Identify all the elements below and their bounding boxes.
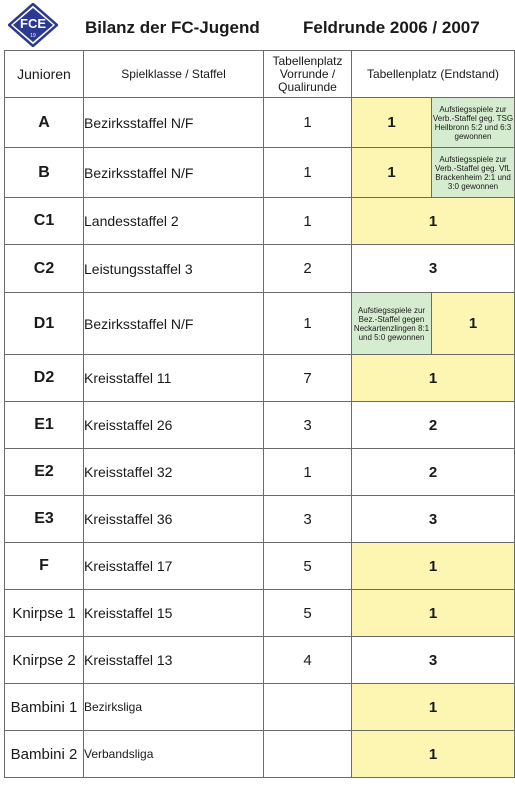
staffel-cell: Kreisstaffel 17: [84, 543, 264, 590]
endstand-cell: 1: [352, 355, 515, 402]
results-table: [4, 50, 515, 778]
table-row: [5, 590, 515, 637]
table-row: [5, 684, 515, 731]
junioren-cell: Bambini 2: [5, 731, 84, 778]
table-row: [5, 449, 515, 496]
vorrunde-cell: 2: [264, 245, 352, 293]
staffel-cell: Kreisstaffel 11: [84, 355, 264, 402]
vorrunde-cell: [264, 684, 352, 731]
table-row: [5, 637, 515, 684]
endstand-cell: 3: [352, 245, 515, 293]
vorrunde-cell: [264, 731, 352, 778]
table-row: [5, 245, 515, 293]
vorrunde-cell: 3: [264, 402, 352, 449]
vorrunde-cell: 3: [264, 496, 352, 543]
table-row: [5, 731, 515, 778]
endstand-cell: 3: [352, 496, 515, 543]
note-cell: Aufstiegsspiele zur Verb.-Staffel geg. VfL Brackenheim 2:1 und 3:0 gewonnen: [432, 148, 515, 198]
staffel-cell: Bezirksstaffel N/F: [84, 293, 264, 355]
junioren-cell: Knirpse 2: [5, 637, 84, 684]
table-row: [5, 543, 515, 590]
staffel-cell: Kreisstaffel 13: [84, 637, 264, 684]
junioren-cell: D2: [5, 355, 84, 402]
endstand-cell: 1: [352, 198, 515, 245]
endstand-cell: 2: [352, 402, 515, 449]
endstand-cell: 1: [352, 98, 432, 148]
vorrunde-cell: 1: [264, 198, 352, 245]
junioren-cell: D1: [5, 293, 84, 355]
endstand-cell: 1: [352, 543, 515, 590]
note-cell: Aufstiegsspiele zur Bez.-Staffel gegen Neckartenzlingen 8:1 und 5:0 gewonnen: [352, 293, 432, 355]
table-row: [5, 293, 515, 355]
endstand-cell: 1: [432, 293, 515, 355]
staffel-cell: Kreisstaffel 26: [84, 402, 264, 449]
endstand-cell: 1: [352, 590, 515, 637]
vorrunde-cell: 1: [264, 98, 352, 148]
junioren-cell: C2: [5, 245, 84, 293]
vorrunde-cell: 1: [264, 449, 352, 496]
staffel-cell: Bezirksstaffel N/F: [84, 148, 264, 198]
staffel-cell: Kreisstaffel 36: [84, 496, 264, 543]
endstand-cell: 1: [352, 148, 432, 198]
col-header-junioren: Junioren: [5, 51, 84, 98]
junioren-cell: A: [5, 98, 84, 148]
staffel-cell: Landesstaffel 2: [84, 198, 264, 245]
club-logo-icon: [8, 3, 58, 47]
logo-year: 19: [30, 33, 36, 39]
endstand-cell: 2: [352, 449, 515, 496]
staffel-cell: Bezirksstaffel N/F: [84, 98, 264, 148]
junioren-cell: E2: [5, 449, 84, 496]
table-row: [5, 198, 515, 245]
endstand-cell: 1: [352, 731, 515, 778]
endstand-cell: 1: [352, 684, 515, 731]
vorrunde-cell: 1: [264, 148, 352, 198]
header: [0, 0, 515, 50]
vorrunde-cell: 5: [264, 590, 352, 637]
header-row: [5, 51, 515, 98]
vorrunde-cell: 5: [264, 543, 352, 590]
junioren-cell: E3: [5, 496, 84, 543]
note-cell: Aufstiegsspiele zur Verb.-Staffel geg. TSG Heilbronn 5:2 und 6:3 gewonnen: [432, 98, 515, 148]
page-title: Bilanz der FC-Jugend: [85, 18, 260, 37]
staffel-cell: Kreisstaffel 32: [84, 449, 264, 496]
season-title: Feldrunde 2006 / 2007: [303, 18, 480, 37]
vorrunde-cell: 7: [264, 355, 352, 402]
staffel-cell: Kreisstaffel 15: [84, 590, 264, 637]
table-row: [5, 148, 515, 198]
junioren-cell: Bambini 1: [5, 684, 84, 731]
col-header-endstand: Tabellenplatz (Endstand): [352, 51, 515, 98]
junioren-cell: B: [5, 148, 84, 198]
junioren-cell: Knirpse 1: [5, 590, 84, 637]
table-row: [5, 98, 515, 148]
table-row: [5, 402, 515, 449]
endstand-cell: 3: [352, 637, 515, 684]
junioren-cell: C1: [5, 198, 84, 245]
vorrunde-cell: 1: [264, 293, 352, 355]
col-header-spielklasse: Spielklasse / Staffel: [84, 51, 264, 98]
staffel-cell: Leistungsstaffel 3: [84, 245, 264, 293]
staffel-cell: Bezirksliga: [84, 684, 264, 731]
col-header-vorrunde: Tabellenplatz Vorrunde / Qualirunde: [264, 51, 352, 98]
logo-text: FCE: [20, 16, 46, 31]
table-row: [5, 355, 515, 402]
staffel-cell: Verbandsliga: [84, 731, 264, 778]
junioren-cell: F: [5, 543, 84, 590]
table-row: [5, 496, 515, 543]
junioren-cell: E1: [5, 402, 84, 449]
vorrunde-cell: 4: [264, 637, 352, 684]
